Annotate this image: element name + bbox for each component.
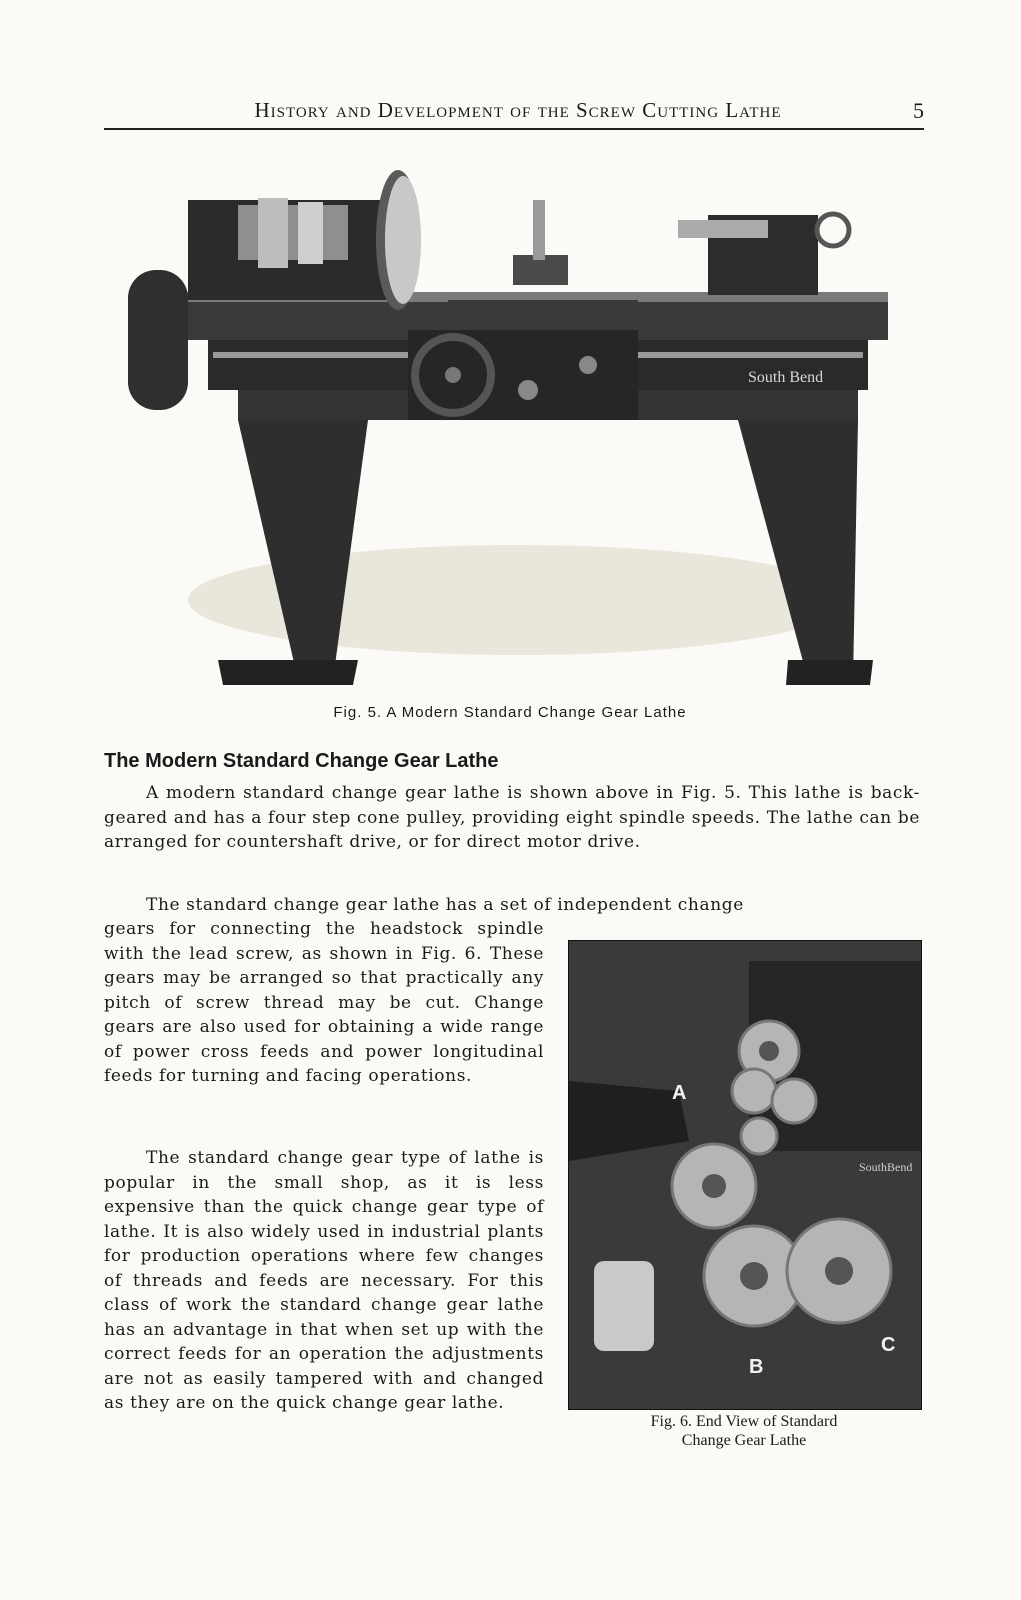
figure-6-change-gear-photo [568, 940, 922, 1410]
running-head-title: History and Development of the Screw Cutting Lathe [254, 98, 782, 122]
label-a: A [672, 1082, 687, 1104]
page-number: 5 [913, 98, 924, 123]
label-c: C [881, 1334, 896, 1356]
paragraph-2-body: gears for connecting the headstock spindle with the lead screw, as shown in Fig. 6. These gears may be arranged so that practically any pitch of screw thread may be cut. Change gears are also used for obtaining a wide range of power cross feeds and power longitudinal feeds for turning and facing operations. [104, 919, 544, 1086]
figure-6-caption [568, 1412, 920, 1450]
figure-5-lathe-illustration [118, 160, 898, 700]
paragraph-3: The standard change gear type of lathe is popular in the small shop, as it is less expensive than the quick change gear type of lathe. It is also widely used in industrial plants for production operations where few changes of threads and feeds are necessary. For this class of work the standard change gear lathe has an advantage in that when set up with the correct feeds for an operation the adjustments are not as easily tampered with and changed as they are on the quick change gear lathe. [104, 1148, 544, 1413]
label-b: B [749, 1356, 764, 1378]
figure-6-caption-line-1: Fig. 6. End View of Standard [650, 1413, 838, 1430]
paragraph-2-first-line: The standard change gear lathe has a set of independent change [146, 895, 744, 915]
figure-6-caption-line-2: Change Gear Lathe [681, 1432, 807, 1449]
running-head [104, 98, 924, 130]
paragraph-1: A modern standard change gear lathe is shown above in Fig. 5. This lathe is back-geared and has a four step cone pulley, providing eight spindle speeds. The lathe can be arranged for countershaft drive, or for direct motor drive. [104, 783, 920, 852]
figure-5-caption: Fig. 5. A Modern Standard Change Gear Lathe [333, 704, 687, 721]
lathe-nameplate: South Bend [748, 369, 824, 386]
section-title: The Modern Standard Change Gear Lathe [104, 750, 499, 772]
figure-6-nameplate: SouthBend [859, 1160, 913, 1174]
